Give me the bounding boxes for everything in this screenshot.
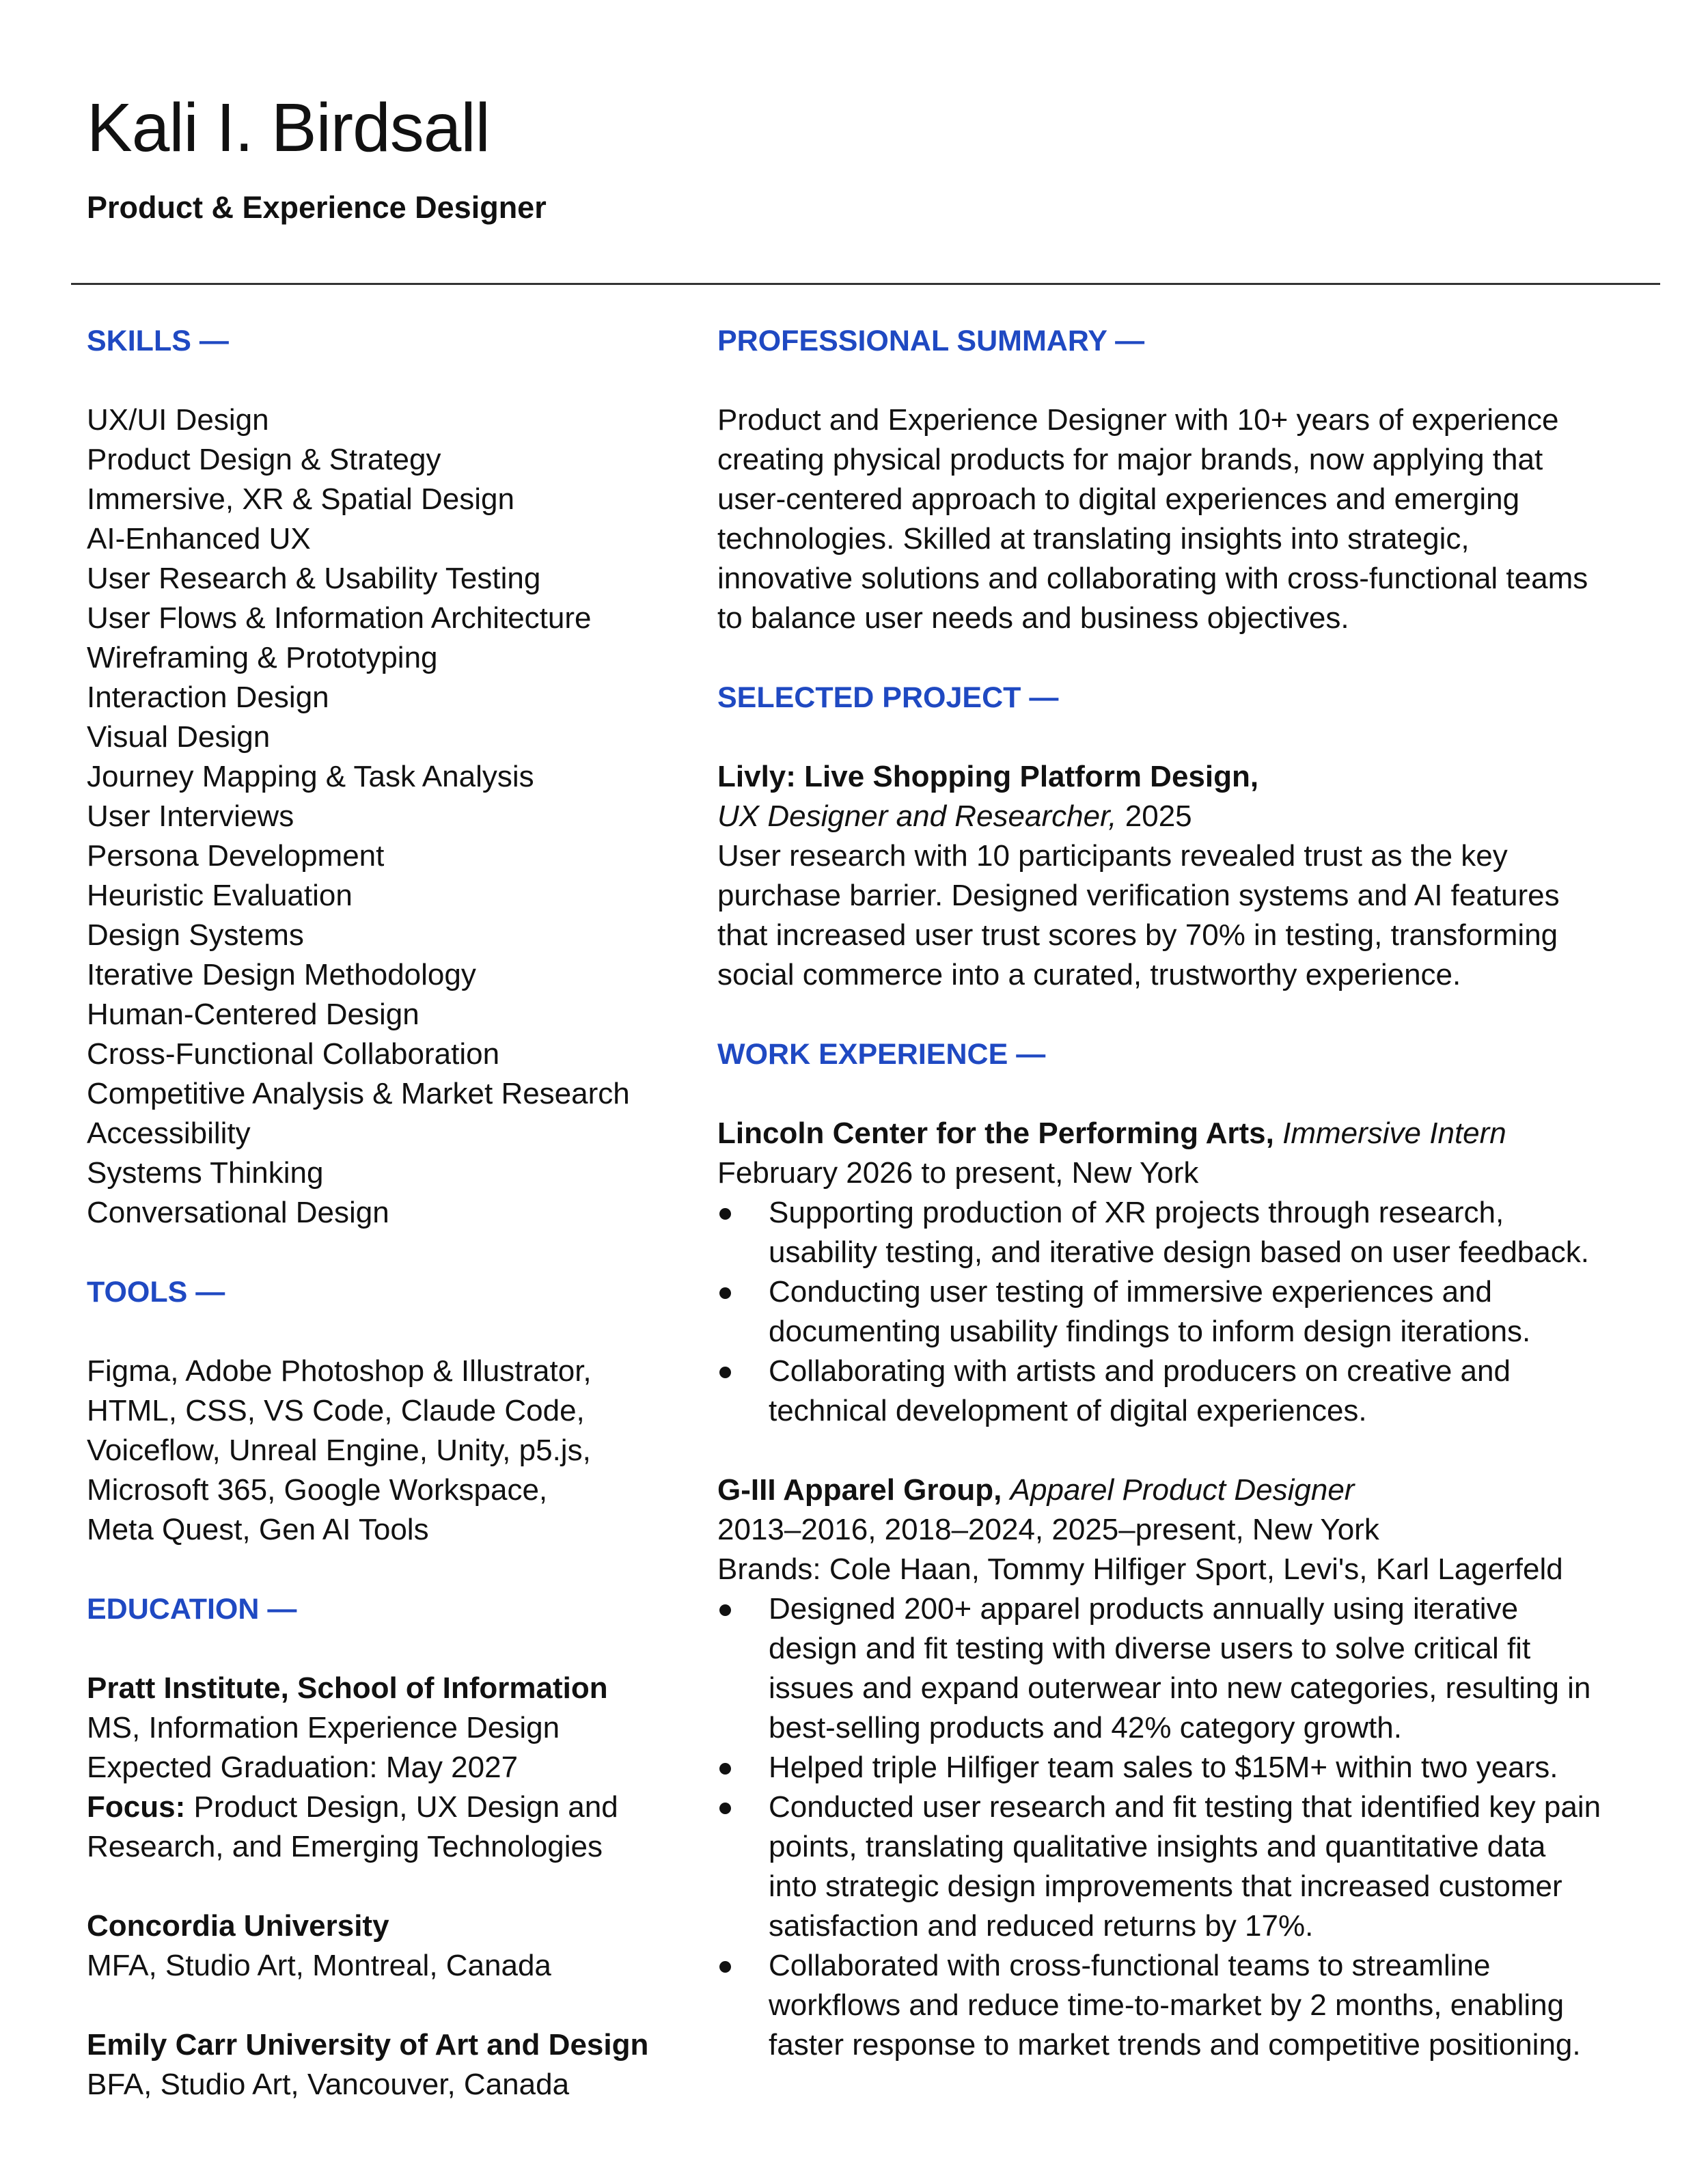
- skill-item: Systems Thinking: [87, 1156, 324, 1190]
- job-role: Immersive Intern: [1282, 1117, 1506, 1150]
- summary-line: innovative solutions and collaborating with cross-functional teams: [717, 562, 1588, 595]
- bullet-line: workflows and reduce time-to-market by 2 months, enabling: [769, 1988, 1565, 2022]
- bullet-line: Supporting production of XR projects through research,: [769, 1196, 1504, 1229]
- job-bullets: [717, 1589, 1667, 2065]
- left-column: [87, 321, 702, 2144]
- skill-item: User Flows & Information Architecture: [87, 601, 592, 635]
- bullet-line: issues and expand outerwear into new categories, resulting in: [769, 1671, 1591, 1705]
- job-brands: Brands: Cole Haan, Tommy Hilfiger Sport, Levi's, Karl Lagerfeld: [717, 1552, 1563, 1586]
- skill-item: Product Design & Strategy: [87, 443, 441, 476]
- summary-heading: PROFESSIONAL SUMMARY —: [717, 325, 1145, 357]
- skill-item: Immersive, XR & Spatial Design: [87, 482, 514, 516]
- job-dates: February 2026 to present, New York: [717, 1156, 1199, 1190]
- tools-line: Microsoft 365, Google Workspace,: [87, 1473, 548, 1507]
- skill-item: Iterative Design Methodology: [87, 958, 476, 991]
- project-role: UX Designer and Researcher,: [717, 799, 1117, 833]
- education-entry: [87, 1669, 702, 1867]
- skills-list: [87, 400, 702, 1233]
- skill-item: Wireframing & Prototyping: [87, 641, 438, 674]
- skill-item: Accessibility: [87, 1117, 251, 1150]
- project-entry: [717, 757, 1667, 995]
- summary-text: [717, 400, 1667, 638]
- bullet-line: Collaborating with artists and producers on creative and: [769, 1354, 1511, 1388]
- bullet-item: [717, 1352, 1667, 1431]
- project-line: social commerce into a curated, trustworthy experience.: [717, 958, 1461, 991]
- graduation-date: Expected Graduation: May 2027: [87, 1751, 519, 1784]
- bullet-line: documenting usability findings to inform design iterations.: [769, 1315, 1531, 1348]
- bullet-line: Collaborated with cross-functional teams to streamline: [769, 1949, 1491, 1982]
- skill-item: User Research & Usability Testing: [87, 562, 541, 595]
- school-name: Emily Carr University of Art and Design: [87, 2028, 649, 2062]
- tools-heading: TOOLS —: [87, 1276, 225, 1309]
- focus-line: [87, 1788, 702, 1827]
- candidate-title: Product & Experience Designer: [87, 190, 547, 225]
- focus-text: Research, and Emerging Technologies: [87, 1830, 603, 1863]
- skill-item: Interaction Design: [87, 681, 329, 714]
- job-role: Apparel Product Designer: [1010, 1473, 1355, 1507]
- job-entry: [717, 1114, 1667, 1431]
- school-name: Concordia University: [87, 1909, 389, 1943]
- focus-text: Product Design, UX Design and: [193, 1790, 618, 1824]
- job-company: Lincoln Center for the Performing Arts,: [717, 1117, 1274, 1150]
- summary-line: to balance user needs and business objectives.: [717, 601, 1349, 635]
- summary-line: technologies. Skilled at translating insights into strategic,: [717, 522, 1470, 556]
- bullet-line: Conducting user testing of immersive experiences and: [769, 1275, 1492, 1309]
- skills-heading: SKILLS —: [87, 325, 229, 357]
- skill-item: Human-Centered Design: [87, 998, 419, 1031]
- project-title: Livly: Live Shopping Platform Design,: [717, 760, 1259, 793]
- skill-item: Competitive Analysis & Market Research: [87, 1077, 630, 1110]
- bullet-line: Helped triple Hilfiger team sales to $15M+ within two years.: [769, 1751, 1558, 1784]
- job-bullets: [717, 1193, 1667, 1431]
- experience-heading: WORK EXPERIENCE —: [717, 1038, 1046, 1071]
- skill-item: Design Systems: [87, 918, 304, 952]
- candidate-name: Kali I. Birdsall: [87, 90, 490, 166]
- project-line: User research with 10 participants revealed trust as the key: [717, 839, 1508, 873]
- skill-item: UX/UI Design: [87, 403, 269, 437]
- bullet-line: Designed 200+ apparel products annually using iterative: [769, 1592, 1519, 1626]
- degree: MS, Information Experience Design: [87, 1711, 560, 1744]
- school-name: Pratt Institute, School of Information: [87, 1671, 608, 1705]
- degree: BFA, Studio Art, Vancouver, Canada: [87, 2068, 570, 2101]
- education-heading: EDUCATION —: [87, 1593, 297, 1626]
- skill-item: Heuristic Evaluation: [87, 879, 353, 912]
- tools-list: [87, 1352, 702, 1550]
- degree: MFA, Studio Art, Montreal, Canada: [87, 1949, 551, 1982]
- right-column: [717, 321, 1667, 2105]
- tools-line: Meta Quest, Gen AI Tools: [87, 1513, 429, 1546]
- summary-line: user-centered approach to digital experiences and emerging: [717, 482, 1520, 516]
- header-divider: [71, 283, 1660, 285]
- bullet-line: satisfaction and reduced returns by 17%.: [769, 1909, 1314, 1943]
- job-dates: 2013–2016, 2018–2024, 2025–present, New York: [717, 1513, 1379, 1546]
- tools-line: Voiceflow, Unreal Engine, Unity, p5.js,: [87, 1434, 591, 1467]
- summary-line: creating physical products for major brands, now applying that: [717, 443, 1543, 476]
- job-entry: [717, 1470, 1667, 2065]
- tools-line: Figma, Adobe Photoshop & Illustrator,: [87, 1354, 592, 1388]
- bullet-item: [717, 1589, 1667, 1748]
- skill-item: Cross-Functional Collaboration: [87, 1037, 500, 1071]
- bullet-item: [717, 1193, 1667, 1272]
- bullet-line: points, translating qualitative insights and quantitative data: [769, 1830, 1546, 1863]
- bullet-line: technical development of digital experiences.: [769, 1394, 1367, 1427]
- skill-item: AI-Enhanced UX: [87, 522, 311, 556]
- bullet-line: into strategic design improvements that increased customer: [769, 1870, 1562, 1903]
- project-heading: SELECTED PROJECT —: [717, 681, 1059, 714]
- education-entry: [87, 1906, 702, 1986]
- bullet-item: [717, 1946, 1667, 2065]
- skill-item: Journey Mapping & Task Analysis: [87, 760, 534, 793]
- project-line: that increased user trust scores by 70% in testing, transforming: [717, 918, 1558, 952]
- summary-line: Product and Experience Designer with 10+ years of experience: [717, 403, 1559, 437]
- bullet-line: faster response to market trends and competitive positioning.: [769, 2028, 1581, 2062]
- bullet-line: best-selling products and 42% category growth.: [769, 1711, 1402, 1744]
- education-entry: [87, 2025, 702, 2105]
- skill-item: Persona Development: [87, 839, 385, 873]
- tools-line: HTML, CSS, VS Code, Claude Code,: [87, 1394, 585, 1427]
- skill-item: Visual Design: [87, 720, 271, 754]
- bullet-line: design and fit testing with diverse users to solve critical fit: [769, 1632, 1531, 1665]
- project-year: 2025: [1125, 799, 1192, 833]
- focus-label: Focus:: [87, 1790, 186, 1824]
- skill-item: User Interviews: [87, 799, 294, 833]
- bullet-item: [717, 1788, 1667, 1946]
- bullet-line: Conducted user research and fit testing that identified key pain: [769, 1790, 1601, 1824]
- skill-item: Conversational Design: [87, 1196, 389, 1229]
- bullet-item: [717, 1748, 1667, 1788]
- project-line: purchase barrier. Designed verification systems and AI features: [717, 879, 1560, 912]
- bullet-line: usability testing, and iterative design based on user feedback.: [769, 1235, 1589, 1269]
- bullet-item: [717, 1272, 1667, 1352]
- job-company: G-III Apparel Group,: [717, 1473, 1002, 1507]
